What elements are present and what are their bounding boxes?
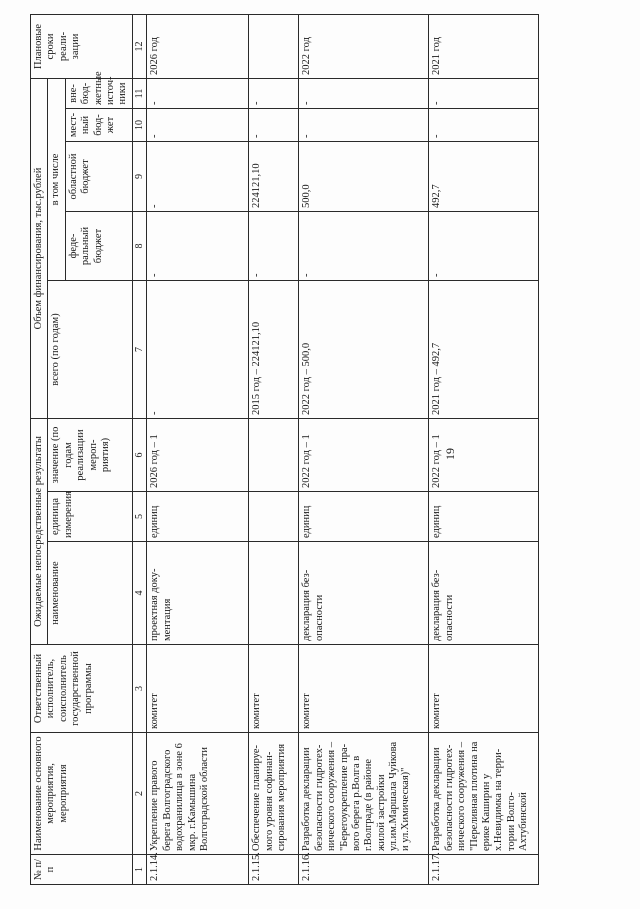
row-federal: -	[429, 212, 539, 281]
row-regional: 492,7	[429, 142, 539, 212]
header-group-results: Ожидаемые непосредственные результаты	[31, 419, 48, 645]
header-group-finance: Объем финансирования, тыс.рублей	[31, 78, 48, 418]
column-number: 3	[132, 645, 147, 733]
header-res-unit: единица измерения	[48, 492, 132, 542]
column-number: 9	[132, 142, 147, 212]
column-number: 7	[132, 281, 147, 419]
header-fin-regional: областной бюджет	[65, 142, 132, 212]
row-name: Укрепление правого берега Волгоградского водохранилища в зоне 6 мкр. г.Камышина Волгоградской области	[147, 733, 249, 855]
row-value: 2026 год – 1	[147, 419, 249, 492]
row-name: Разработка декларации безопасности гидротех- нического сооружения – "Берегоукрепление пра- вого берега р.Волга в г.Волграде (в районе жилой застройки ул.им.Маршала Чуйкова и ул.Химическая)"	[299, 733, 429, 855]
header-res-value: значение (по годам реализации мероп- риятия)	[48, 419, 132, 492]
row-result-name: проектная доку- ментация	[147, 542, 249, 645]
row-local: -	[429, 109, 539, 142]
row-result-name: декларация без- опасности	[429, 542, 539, 645]
row-terms: 2022 год	[299, 14, 429, 78]
row-number: 2.1.15.	[249, 855, 299, 885]
header-col-no: № п/п	[31, 855, 133, 885]
row-executor: комитет	[299, 645, 429, 733]
row-local: -	[249, 109, 299, 142]
row-terms: 2026 год	[147, 14, 249, 78]
row-extra: -	[147, 78, 249, 108]
row-federal: -	[249, 212, 299, 281]
row-unit: единиц	[429, 492, 539, 542]
header-fin-extra: вне- бюд- жетные источ- ники	[65, 78, 132, 108]
column-number: 1	[132, 855, 147, 885]
row-local: -	[299, 109, 429, 142]
header-row-1	[31, 14, 48, 884]
header-col-terms: Плановые сроки реали- зации	[31, 14, 133, 78]
row-value: 2022 год – 1	[299, 419, 429, 492]
row-number: 2.1.17.	[429, 855, 539, 885]
row-name: Разработка декларации безопасности гидротех- нического сооружения – "Переливная плотина на ерике Каширин у х.Невидимка на терри- тории Волго-Ахтубинской	[429, 733, 539, 855]
page-number: 19	[443, 448, 457, 460]
row-name: Обеспечение планируе- мого уровня софинан- сирования мероприятия	[249, 733, 299, 855]
table-row	[249, 14, 299, 884]
row-number: 2.1.16.	[299, 855, 429, 885]
column-number: 4	[132, 542, 147, 645]
row-unit: единиц	[299, 492, 429, 542]
column-number: 5	[132, 492, 147, 542]
row-executor: комитет	[147, 645, 249, 733]
row-regional: 224121,10	[249, 142, 299, 212]
row-federal: -	[299, 212, 429, 281]
row-total: 2021 год – 492,7	[429, 281, 539, 419]
row-local: -	[147, 109, 249, 142]
row-number: 2.1.14.	[147, 855, 249, 885]
column-number: 2	[132, 733, 147, 855]
row-executor: комитет	[429, 645, 539, 733]
header-fin-federal: феде- ральный бюджет	[65, 212, 132, 281]
row-unit	[249, 492, 299, 542]
table-row	[429, 14, 539, 884]
financing-table	[30, 14, 539, 885]
header-fin-total: всего (по годам)	[48, 281, 132, 419]
column-number: 8	[132, 212, 147, 281]
row-unit: единиц	[147, 492, 249, 542]
table-row	[147, 14, 249, 884]
row-result-name: декларация без- опасности	[299, 542, 429, 645]
row-total: 2015 год – 224121,10	[249, 281, 299, 419]
header-col-exec: Ответственный исполнитель, соисполнитель государственной программы	[31, 645, 133, 733]
header-col-name: Наименование основного мероприятия, мероприятия	[31, 733, 133, 855]
column-number: 10	[132, 109, 147, 142]
row-executor: комитет	[249, 645, 299, 733]
header-res-name: наименование	[48, 542, 132, 645]
row-regional: -	[147, 142, 249, 212]
row-regional: 500,0	[299, 142, 429, 212]
row-terms	[249, 14, 299, 78]
row-extra: -	[249, 78, 299, 108]
row-total: 2022 год – 500,0	[299, 281, 429, 419]
row-value: 2022 год – 1	[429, 419, 539, 492]
column-number-row	[132, 14, 147, 884]
table-row	[299, 14, 429, 884]
header-fin-local: мест- ный бюд- жет	[65, 109, 132, 142]
column-number: 12	[132, 14, 147, 78]
column-number: 11	[132, 78, 147, 108]
row-extra: -	[299, 78, 429, 108]
row-federal: -	[147, 212, 249, 281]
column-number: 6	[132, 419, 147, 492]
row-total: -	[147, 281, 249, 419]
row-extra: -	[429, 78, 539, 108]
header-fin-including: в том числе	[48, 78, 65, 280]
row-value	[249, 419, 299, 492]
row-result-name	[249, 542, 299, 645]
row-terms: 2021 год	[429, 14, 539, 78]
